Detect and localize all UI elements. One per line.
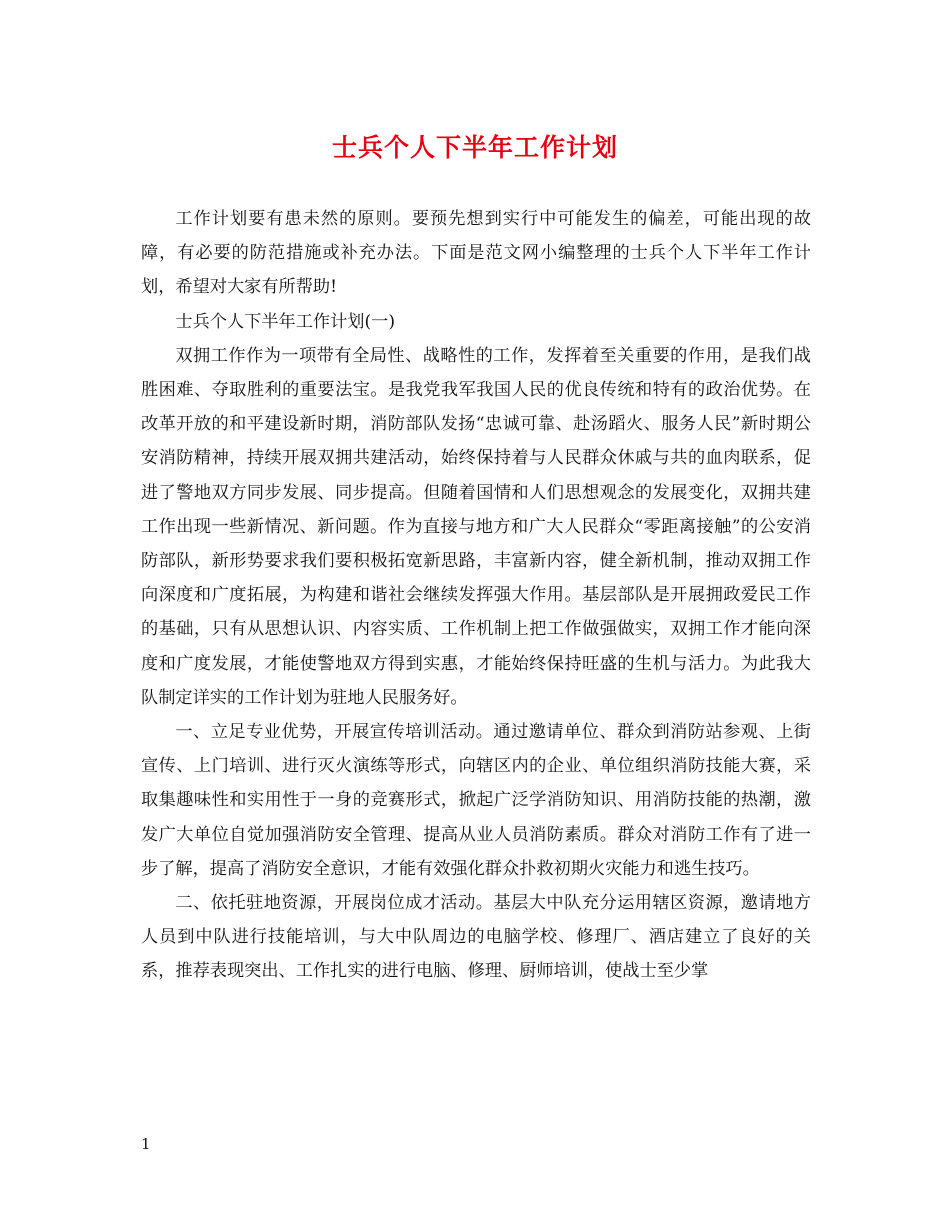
page-number: 1: [141, 1135, 151, 1153]
document-title: 士兵个人下半年工作计划: [331, 133, 618, 162]
section-heading: 士兵个人下半年工作计划(一): [175, 311, 396, 332]
body-paragraph: 一、立足专业优势，开展宣传培训活动。通过邀请单位、群众到消防站参观、上街宣传、上门培训、进行灭火演练等形式，向辖区内的企业、单位组织消防技能大赛，采取集趣味性和实用性于一身的竞赛形式，掀起广泛学消防知识、用消防技能的热潮，激发广大单位自觉加强消防安全管理、提高从业人员消防素质。群众对消防工作有了进一步了解，提高了消防安全意识，才能有效强化群众扑救初期火灾能力和逃生技巧。: [141, 722, 811, 879]
document-body: [141, 202, 811, 989]
intro-paragraph: 工作计划要有患未然的原则。要预先想到实行中可能发生的偏差，可能出现的故障，有必要的防范措施或补充办法。下面是范文网小编整理的士兵个人下半年工作计划，希望对大家有所帮助!: [141, 209, 811, 298]
body-paragraph: 双拥工作作为一项带有全局性、战略性的工作，发挥着至关重要的作用，是我们战胜困难、夺取胜利的重要法宝。是我党我军我国人民的优良传统和特有的政治优势。在改革开放的和平建设新时期，消防部队发扬“忠诚可靠、赴汤蹈火、服务人民”新时期公安消防精神，持续开展双拥共建活动，始终保持着与人民群众休戚与共的血肉联系，促进了警地双方同步发展、同步提高。但随着国情和人们思想观念的发展变化，双拥共建工作出现一些新情况、新问题。作为直接与地方和广大人民群众“零距离接触”的公安消防部队，新形势要求我们要积极拓宽新思路，丰富新内容，健全新机制，推动双拥工作向深度和广度拓展，为构建和谐社会继续发挥强大作用。基层部队是开展拥政爱民工作的基础，只有从思想认识、内容实质、工作机制上把工作做强做实，双拥工作才能向深度和广度发展，才能使警地双方得到实惠，才能始终保持旺盛的生机与活力。为此我大队制定详实的工作计划为驻地人民服务好。: [141, 345, 811, 708]
body-paragraph: 二、依托驻地资源，开展岗位成才活动。基层大中队充分运用辖区资源，邀请地方人员到中队进行技能培训，与大中队周边的电脑学校、修理厂、酒店建立了良好的关系，推荐表现突出、工作扎实的进行电脑、修理、厨师培训，使战士至少掌: [141, 893, 811, 982]
